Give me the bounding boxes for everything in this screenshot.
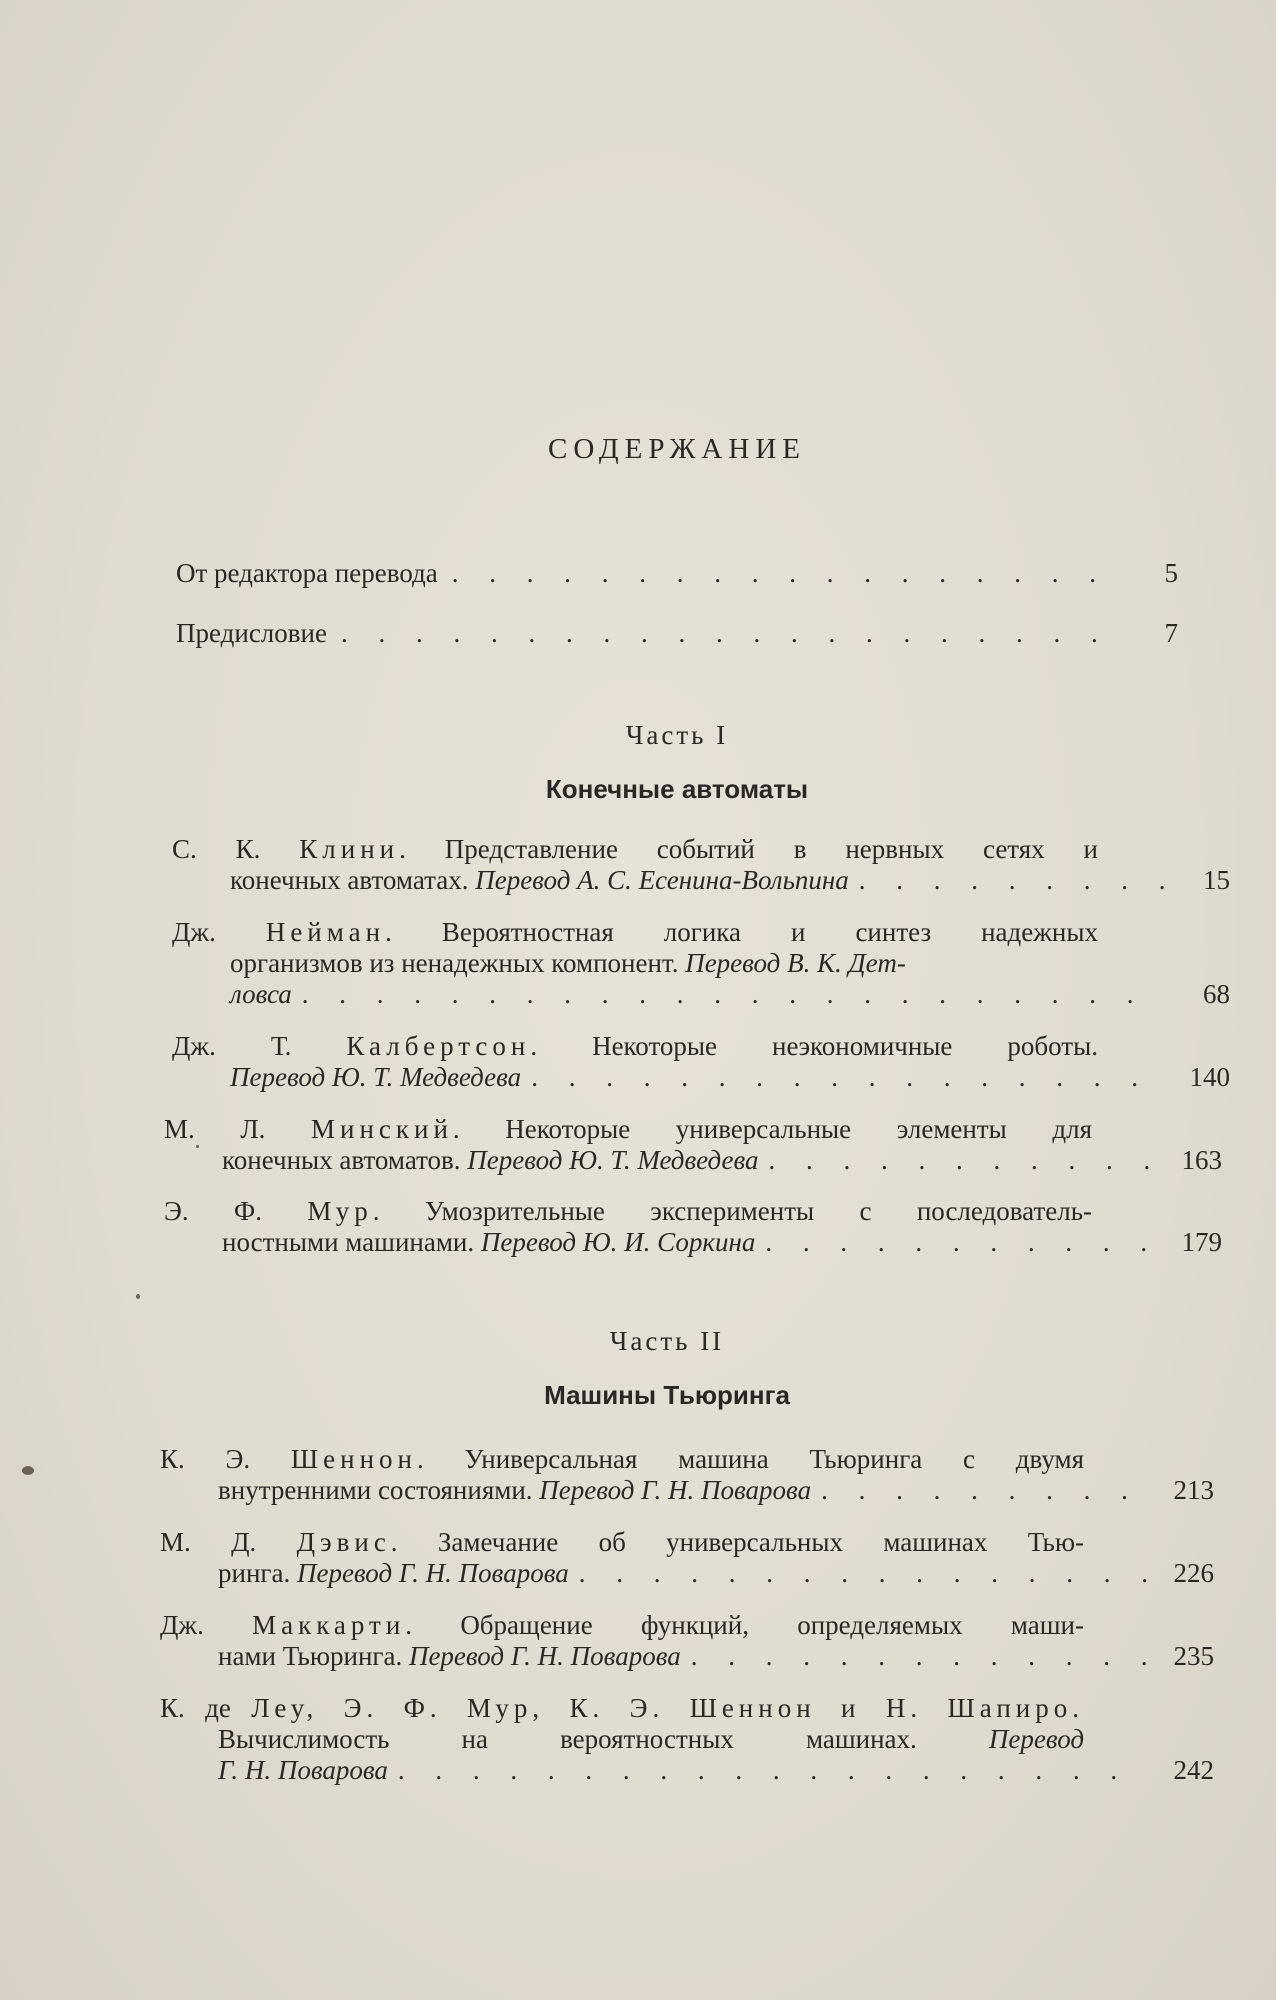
page-number: 213	[1173, 1475, 1214, 1505]
translator: Перевод Ю. И. Соркина	[480, 1227, 756, 1257]
page-number: 5	[1164, 558, 1178, 588]
translator: Перевод А. С. Есенина-Вольпина	[475, 865, 849, 895]
page-number: 7	[1164, 618, 1178, 648]
leader-dots	[388, 1755, 1148, 1786]
entry-title: Универсальная машина Тьюринга с двумя	[464, 1444, 1084, 1474]
entry-title: Обращение функций, определяемых маши-	[460, 1610, 1084, 1640]
toc-entry-editor-note	[176, 558, 1178, 589]
leader-dots	[681, 1641, 1148, 1672]
translator: Перевод Ю. Т. Медведева	[230, 1062, 522, 1092]
leader-dots	[758, 1145, 1156, 1176]
part-title: Машины Тьюринга	[544, 1380, 790, 1410]
toc-entry: Э. Ф. Мур. Умозрительные эксперименты с последователь- ностными машинами. Перевод Ю. И. Соркина . . . 179	[164, 1196, 1092, 1258]
entry-title-cont: организмов из ненадежных компонент.	[230, 948, 679, 978]
translator-cont: Г. Н. Поварова	[218, 1755, 388, 1785]
entry-title: Некоторые неэкономичные роботы.	[592, 1031, 1099, 1061]
translator: Перевод Г. Н. Поварова	[408, 1641, 681, 1671]
leader-dots	[755, 1227, 1156, 1258]
part-title: Конечные автоматы	[545, 774, 809, 804]
toc-entry: Дж. Т. Калбертсон. Некоторые неэкономичные роботы. Перевод Ю. Т. Медведева . . . 140	[172, 1031, 1098, 1093]
page-number: 15	[1203, 865, 1230, 895]
author-initials: Дж.	[172, 917, 216, 947]
author-name: Калбертсон	[346, 1031, 531, 1061]
leader-dots	[438, 558, 1112, 589]
author-initials: М. Л.	[164, 1114, 266, 1144]
author-name: Маккарти	[252, 1610, 406, 1640]
part-label: Часть II	[609, 1326, 725, 1356]
toc-entry: Дж. Маккарти. Обращение функций, определяемых маши- нами Тьюринга. Перевод Г. Н. Поварова . . . 235	[160, 1610, 1084, 1672]
entry-title-cont: Вычислимость на вероятностных машинах.	[218, 1724, 917, 1754]
leader-dots	[292, 979, 1164, 1010]
author-initials: Дж. Т.	[172, 1031, 292, 1061]
toc-entry: Дж. Нейман. Вероятностная логика и синтез надежных организмов из ненадежных компонент. Перевод В. К. Дет- ловса . . . 68	[172, 917, 1098, 1010]
entry-title: Умозрительные эксперименты с последователь-	[424, 1196, 1093, 1226]
entry-label: Предисловие	[176, 618, 327, 648]
entry-title-cont: конечных автоматах.	[230, 865, 469, 895]
author-name: Леу, Э. Ф. Мур, К. Э. Шеннон и Н. Шапиро.	[251, 1693, 1085, 1723]
author-name: Нейман	[265, 917, 386, 947]
entry-title: Вероятностная логика и синтез надежных	[441, 917, 1099, 947]
author-initials: Дж.	[160, 1610, 204, 1640]
entry-title-cont: нами Тьюринга.	[218, 1641, 403, 1671]
ink-speck	[22, 1466, 34, 1475]
page-number: 242	[1173, 1755, 1214, 1785]
translator: Перевод В. К. Дет-	[685, 948, 906, 978]
entry-title: Представление событий в нервных сетях и	[444, 834, 1098, 864]
author-initials: М. Д.	[160, 1527, 257, 1557]
translator: Перевод	[988, 1724, 1084, 1754]
author-name: Минский	[311, 1114, 453, 1144]
author-initials: Э. Ф.	[164, 1196, 263, 1226]
entry-title-cont: ностными машинами.	[222, 1227, 475, 1257]
toc-entry: К. Э. Шеннон. Универсальная машина Тьюринга с двумя внутренними состояниями. Перевод Г. Н. Поварова . . . 213	[160, 1444, 1084, 1506]
page-number: 68	[1203, 979, 1230, 1009]
page-number: 226	[1173, 1558, 1214, 1588]
toc-entry	[160, 1693, 1214, 1786]
ink-speck	[136, 1294, 140, 1299]
toc-entry: М. Л. Минский. Некоторые универсальные элементы для конечных автоматов. Перевод Ю. Т. Медведева . . . 163	[164, 1114, 1092, 1176]
translator: Перевод Г. Н. Поварова	[539, 1475, 812, 1505]
page-title: СОДЕРЖАНИЕ	[548, 433, 806, 465]
page-number: 163	[1181, 1145, 1222, 1175]
author-name: Мур	[307, 1196, 373, 1226]
entry-title: Некоторые универсальные элементы для	[505, 1114, 1092, 1144]
page-number: 235	[1173, 1641, 1214, 1671]
page-number: 179	[1181, 1227, 1222, 1257]
leader-dots	[569, 1558, 1148, 1589]
entry-title: Замечание об универсальных машинах Тью-	[437, 1527, 1085, 1557]
toc-entry-preface	[176, 618, 1178, 649]
part-label: Часть I	[625, 720, 729, 750]
entry-title-cont: внутренними состояниями.	[218, 1475, 533, 1505]
leader-dots	[811, 1475, 1148, 1506]
translator: Перевод Ю. Т. Медведева	[467, 1145, 759, 1175]
author-initials: К. де	[160, 1693, 231, 1723]
translator-cont: ловса	[230, 979, 292, 1009]
toc-entry: М. Д. Дэвис. Замечание об универсальных машинах Тью- ринга. Перевод Г. Н. Поварова . . . 226	[160, 1527, 1084, 1589]
translator: Перевод Г. Н. Поварова	[296, 1558, 569, 1588]
author-name: Дэвис	[296, 1527, 391, 1557]
leader-dots	[327, 618, 1112, 649]
entry-title-cont: ринга.	[218, 1558, 291, 1588]
page-number: 140	[1189, 1062, 1230, 1092]
toc-entry: С. К. Клини. Представление событий в нервных сетях и конечных автоматах. Перевод А. С. Есенина-Вольпина . . . 15	[172, 834, 1098, 896]
leader-dots	[521, 1062, 1164, 1093]
author-name: Клини	[299, 834, 400, 864]
author-name: Шеннон	[290, 1444, 417, 1474]
author-initials: С. К.	[172, 834, 261, 864]
leader-dots	[849, 865, 1164, 896]
author-initials: К. Э.	[160, 1444, 251, 1474]
entry-title-cont: конечных автоматов.	[222, 1145, 461, 1175]
entry-label: От редактора перевода	[176, 558, 438, 588]
